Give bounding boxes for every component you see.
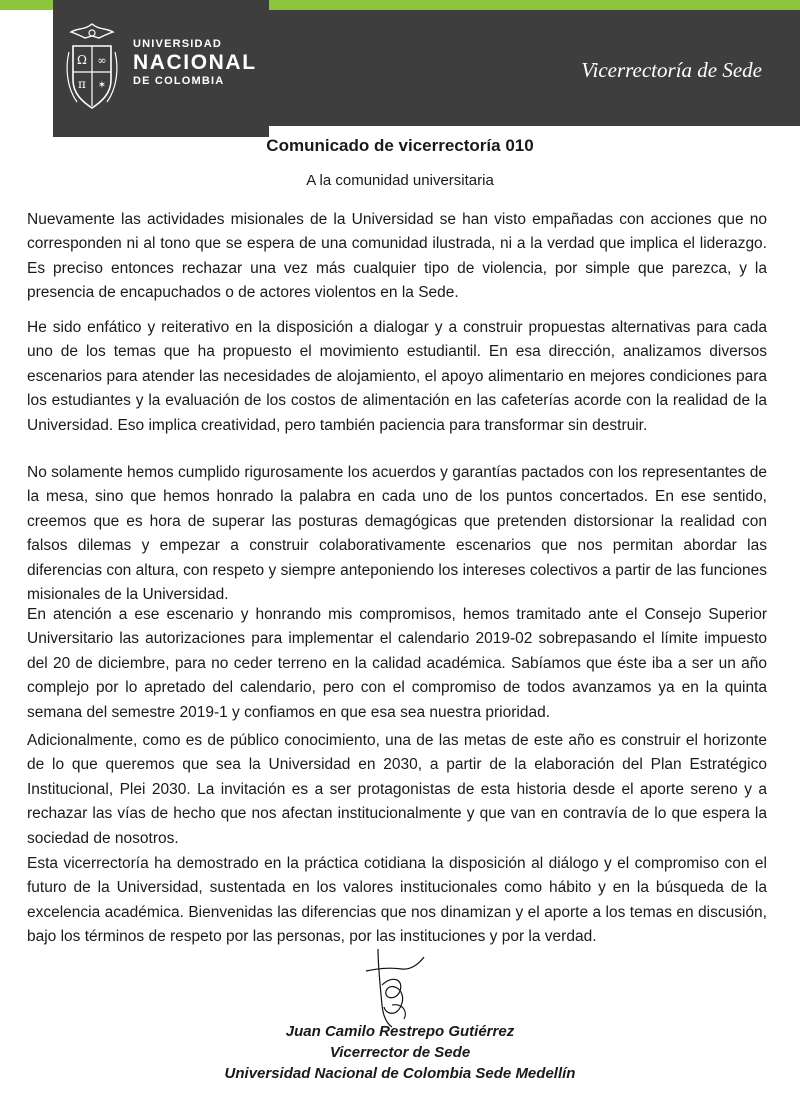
logo-line-2: NACIONAL [133,51,257,74]
paragraph-2 [27,316,767,438]
paragraph-text: En atención a ese escenario y honrando mis compromisos, hemos tramitado ante el Consejo Superior Universitario las autorizaciones para implementar el calendario 2019-02 sobrepasando el límite impuesto del 20 de diciembre, para no ceder terreno en la calidad académica. Sabíamos que éste iba a ser un año complejo por lo apretado del calendario, pero con el compromiso de todos avanzamos ya en la quinta semana del semestre 2019-1 y confiamos en que esa sea nuestra prioridad. [27,606,767,721]
signature-block [0,1021,800,1084]
paragraph-5 [27,729,767,851]
university-logo [53,0,269,137]
svg-text:∞: ∞ [97,54,107,67]
paragraph-text: No solamente hemos cumplido rigurosamente los acuerdos y garantías pactados con los representantes de la mesa, sino que hemos honrado la palabra en cada uno de los puntos concertados. En ese sentido, creemos que es hora de superar las posturas demagógicas que pretenden distorsionar la realidad con falsos dilemas y empezar a construir colaborativamente escenarios que nos permitan abordar las diferencias con altura, con respeto y siempre anteponiendo los intereses colectivos a partir de las funciones misionales de la Universidad. [27,464,767,604]
paragraph-3 [27,461,767,607]
paragraph-text: Adicionalmente, como es de público conocimiento, una de las metas de este año es construir el horizonte de lo que queremos que sea la Universidad en 2030, a partir de la elaboración del Plan Estratégico Institucional, Plei 2030. La invitación es a ser protagonistas de esta historia desde el aporte sereno y a rechazar las vías de hecho que nos afectan institucionalmente y que van en contravía de lo que espera la sociedad de nosotros. [27,732,767,847]
shield-icon [65,22,119,114]
logo-line-1: UNIVERSIDAD [133,38,222,50]
signer-institution: Universidad Nacional de Colombia Sede Medellín [224,1065,576,1082]
paragraph-text: He sido enfático y reiterativo en la disposición a dialogar y a construir propuestas alternativas para cada uno de los temas que ha propuesto el movimiento estudiantil. En esa dirección, analizamos diversos escenarios para atender las necesidades de alojamiento, el apoyo alimentario en mejores condiciones para los estudiantes y la evaluación de los costos de alimentación en las cafeterías acorde con la realidad de la Universidad. Eso implica creatividad, pero también paciencia para transformar sin destruir. [27,319,767,434]
paragraph-1 [27,208,767,306]
document-subtitle: A la comunidad universitaria [306,172,494,189]
logo-line-3: DE COLOMBIA [133,75,225,87]
signer-role: Vicerrector de Sede [329,1044,471,1061]
header-right-band [269,10,800,126]
svg-text:π: π [78,77,86,91]
document-title: Comunicado de vicerrectoría 010 [266,136,534,155]
unit-title: Vicerrectoría de Sede [581,58,762,82]
handwritten-signature [362,945,432,1030]
signer-name: Juan Camilo Restrepo Gutiérrez [285,1023,515,1040]
logo-wordmark [133,38,257,88]
paragraph-text: Esta vicerrectoría ha demostrado en la práctica cotidiana la disposición al diálogo y el compromiso con el futuro de la Universidad, sustentada en los valores institucionales como hábito y en la búsqueda de la excelencia académica. Bienvenidas las diferencias que nos dinamizan y el aporte a los temas en discusión, bajo los términos de respeto por las personas, por las instituciones y por la verdad. [27,855,767,946]
paragraph-text: Nuevamente las actividades misionales de la Universidad se han visto empañadas con acciones que no corresponden ni al tono que se espera de una comunidad ilustrada, ni a la verdad que implica el liderazgo. Es preciso entonces rechazar una vez más cualquier tipo de violencia, por simple que parezca, y la presencia de encapuchados o de actores violentos en la Sede. [27,211,767,302]
svg-text:✶: ✶ [97,80,107,91]
paragraph-4 [27,603,767,725]
paragraph-6 [27,852,767,950]
svg-text:Ω: Ω [77,53,87,67]
